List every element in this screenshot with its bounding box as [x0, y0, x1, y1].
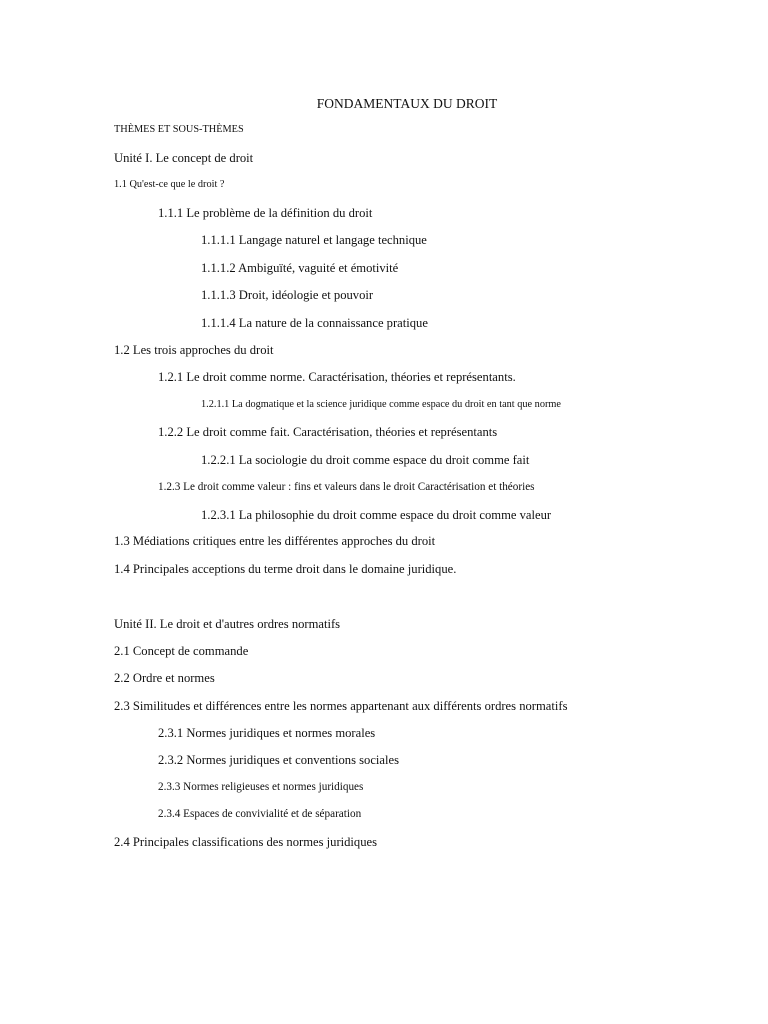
- document-title: FONDAMENTAUX DU DROIT: [316, 96, 498, 111]
- section-1-1-1-2: 1.1.1.2 Ambiguïté, vaguité et émotivité: [201, 261, 399, 275]
- section-1-3: 1.3 Médiations critiques entre les différentes approches du droit: [114, 534, 436, 548]
- section-1-2-3: 1.2.3 Le droit comme valeur : fins et valeurs dans le droit Caractérisation et théories: [158, 481, 535, 493]
- section-1-2-1: 1.2.1 Le droit comme norme. Caractérisation, théories et représentants.: [158, 370, 516, 384]
- section-1-1-1-1: 1.1.1.1 Langage naturel et langage technique: [201, 233, 427, 247]
- document-subtitle: THÈMES ET SOUS-THÈMES: [114, 124, 244, 135]
- section-1-1-1-4: 1.1.1.4 La nature de la connaissance pratique: [201, 316, 428, 330]
- section-1-2-3-1: 1.2.3.1 La philosophie du droit comme espace du droit comme valeur: [201, 508, 552, 522]
- section-2-2: 2.2 Ordre et normes: [114, 671, 215, 685]
- section-2-4: 2.4 Principales classifications des normes juridiques: [114, 835, 378, 849]
- unit-2-heading: Unité II. Le droit et d'autres ordres normatifs: [114, 617, 341, 631]
- section-2-3-3: 2.3.3 Normes religieuses et normes juridiques: [158, 781, 364, 793]
- section-2-1: 2.1 Concept de commande: [114, 644, 249, 658]
- section-1-1: 1.1 Qu'est-ce que le droit ?: [114, 179, 225, 190]
- section-1-2-1-1: 1.2.1.1 La dogmatique et la science juridique comme espace du droit en tant que norme: [201, 399, 561, 410]
- section-1-2-2: 1.2.2 Le droit comme fait. Caractérisation, théories et représentants: [158, 425, 498, 439]
- section-1-4: 1.4 Principales acceptions du terme droit dans le domaine juridique.: [114, 562, 457, 576]
- section-2-3-4: 2.3.4 Espaces de convivialité et de séparation: [158, 808, 362, 820]
- section-2-3-1: 2.3.1 Normes juridiques et normes morales: [158, 726, 376, 740]
- section-2-3: 2.3 Similitudes et différences entre les normes appartenant aux différents ordres normatifs: [114, 699, 568, 713]
- section-2-3-2: 2.3.2 Normes juridiques et conventions sociales: [158, 753, 399, 767]
- section-1-2-2-1: 1.2.2.1 La sociologie du droit comme espace du droit comme fait: [201, 453, 530, 467]
- section-1-1-1-3: 1.1.1.3 Droit, idéologie et pouvoir: [201, 288, 374, 302]
- section-1-2: 1.2 Les trois approches du droit: [114, 343, 274, 357]
- section-1-1-1: 1.1.1 Le problème de la définition du droit: [158, 206, 373, 220]
- unit-1-heading: Unité I. Le concept de droit: [114, 151, 254, 165]
